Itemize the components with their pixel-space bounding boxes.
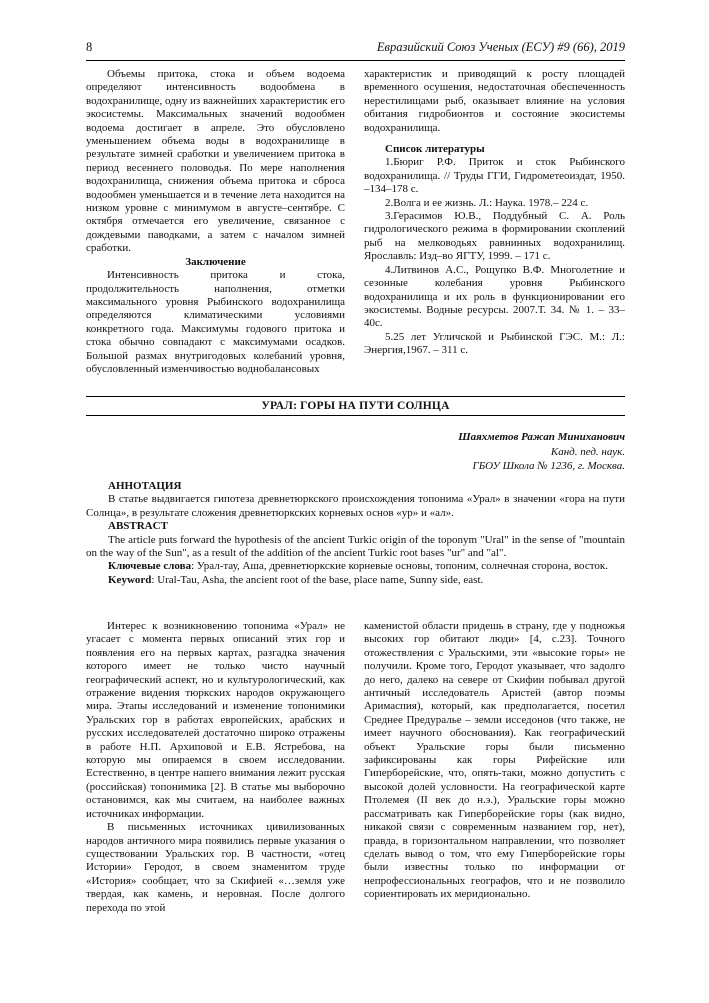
- reference-item: 1.Бюриг Р.Ф. Приток и сток Рыбинского водохранилища. // Труды ГГИ, Гидрометеоиздат, 1950. –134–178 с.: [364, 156, 625, 196]
- journal-title: Евразийский Союз Ученых (ЕСУ) #9 (66), 2019: [376, 40, 625, 54]
- keywords-en: [86, 574, 625, 587]
- author-affiliation: ГБОУ Школа № 1236, г. Москва.: [472, 460, 625, 472]
- annotation-heading: АННОТАЦИЯ: [108, 480, 182, 492]
- continuation-paragraph: характеристик и приводящий к росту площадей временного осушения, недостаточная обеспеченность нерестилищами рыб, оказывает влияние на условия обитания гидробионтов и состояние экосистемы водохранилища.: [364, 68, 625, 134]
- keyword-label: Keyword: [108, 573, 152, 586]
- keywords-ru: [86, 560, 625, 573]
- reference-item: 5.25 лет Угличской и Рыбинской ГЭС. М.: Л.: Энергия,1967. – 311 с.: [364, 330, 625, 357]
- abstract-text: The article puts forward the hypothesis of the ancient Turkic origin of the toponym "Ural" in the sense of "mountain on the way of the Sun", as a result of the addition of the ancient Turkic root bases "ur" and "al".: [86, 533, 625, 560]
- header-rule: [86, 60, 625, 61]
- conclusion-heading: Заключение: [185, 255, 246, 268]
- conclusion-paragraph: Интенсивность притока и стока, продолжительность наполнения, отметки максимального уровня Рыбинского водохранилища определяются климатическими условиями конкретного года. Максимумы годового притока и стока обычно совпадают с максимумами осадков. Большой размах внутригодовых колебаний уровня, обусловленный изменчивостью воднобалансовых: [86, 269, 345, 375]
- page-header: [86, 40, 625, 58]
- body-paragraph: Объемы притока, стока и объем водоема определяют интенсивность водообмена в водохранилище, одну из важнейших характеристик его экосистемы. Максимальных значений водообмен водоема достигает в апреле. Это обусловлено уменьшением объема воды в водохранилище в результате зимней сработки и увеличением притока в период весеннего половодья. По мере наполнения водохранилища, снижения объема притока и сброса водообмен уменьшается и в течение лета находится на низком уровне с минимумом в августе–сентябре. С октября отмечается его увеличение, связанное с дождевыми паводками, а затем с началом зимней сработки.: [86, 68, 345, 255]
- annotation-text: В статье выдвигается гипотеза древнетюркского происхождения топонима «Урал» в значении «гора на пути Солнца», в результате сложения древнетюркских корневых основ «ур» и «ал».: [86, 493, 625, 519]
- abstract-heading: ABSTRACT: [108, 520, 168, 533]
- references-heading: Список литературы: [385, 143, 485, 156]
- abstract-block: [86, 480, 625, 587]
- keywords-label: Ключевые слова: [108, 560, 192, 573]
- author-block: [458, 430, 625, 474]
- article-title: УРАЛ: ГОРЫ НА ПУТИ СОЛНЦА: [261, 400, 450, 412]
- lower-left-column: [86, 620, 345, 915]
- page-number: 8: [86, 40, 93, 54]
- body-paragraph: Интерес к возникновению топонима «Урал» не угасает с момента первых описаний этих гор и появления его на первых картах, разгадка значения которого имеет не только чисто научный географический аспект, но и культурологический, как отражение видения тюркских народов окружающего мира. Этапы исследований и изменение топонимики Уральских гор в работах европейских, арабских и русских исследователей достаточно широко отражены в работе Н.П. Архиповой и Е.В. Ястребова, на которую мы опираемся в своем исследовании. Естественно, в центре нашего внимания лежит русская (российская) топонимика [2]. В статье мы выборочно остановимся, как мы считаем, на наиболее важных источниках информации.: [86, 620, 345, 820]
- reference-item: 3.Герасимов Ю.В., Поддубный С. А. Роль гидрологического режима в формировании скоплений рыб на мелководьях равнинных водохранилищ. Ярославль: Изд–во ЯГТУ, 1999. – 171 с.: [364, 210, 625, 263]
- title-rule-top: [86, 396, 625, 397]
- upper-left-column: [86, 68, 345, 376]
- body-paragraph: каменистой области придешь в страну, где у подножья высоких гор обитают люди» [4, с.23]. Точного отожествления с Уральскими, эти «высокие горы» не получили. Кроме того, Геродот указывает, что задолго до него, далеко на севере от Скифии побывал другой античный исследователь Аристей (автор поэмы Аримаспия), который, как предполагается, посетил Среднее Предуралье – земли исседонов (что также, не имеет научного обоснования). Как географический объект Уральские горы были письменно зафиксированы как горы Рифейские или Гиперборейские, что, опять-таки, можно допустить с высокой долей условности. На географической карте Птолемея (II век до н.э.), Уральские горы можно рассматривать как Гиперборейские горы (как видно, никакой связи с современным названием гор, нет), правда, в горизонтальном направлении, что позволяет сделать вывод о том, что ему Гиперборейские горы были известны только по информации от непрофессиональных географов, что и не позволило сориентировать их меридионально.: [364, 620, 625, 901]
- reference-item: 4.Литвинов А.С., Рощупко В.Ф. Многолетние и сезонные колебания уровня Рыбинского водохранилища и их роль в функционировании его экосистемы. Водные ресурсы. 2007.Т. 34. № 1. – 33–40с.: [364, 263, 625, 330]
- upper-right-column: [364, 68, 625, 358]
- body-paragraph: В письменных источниках цивилизованных народов античного мира появились первые указания о существовании Уральских гор. В частности, «отец Истории» Геродот, в своем знаменитом труде «История» сообщает, что за Скифией «…земля уже твердая, как камень, и неровная. После долгого перехода по этой: [86, 821, 345, 914]
- keywords-text: : Урал-тау, Аша, древнетюркские корневые основы, топоним, солнечная сторона, восток.: [191, 560, 608, 573]
- reference-item: 2.Волга и ее жизнь. Л.: Наука. 1978.– 224 с.: [385, 196, 589, 209]
- title-rule-bottom: [86, 415, 625, 416]
- author-degree: Канд. пед. наук.: [550, 445, 625, 458]
- author-name: Шаяхметов Ражап Миниханович: [458, 431, 625, 443]
- lower-right-column: [364, 620, 625, 902]
- keyword-text: : Ural-Tau, Asha, the ancient root of the base, place name, Sunny side, east.: [151, 573, 484, 586]
